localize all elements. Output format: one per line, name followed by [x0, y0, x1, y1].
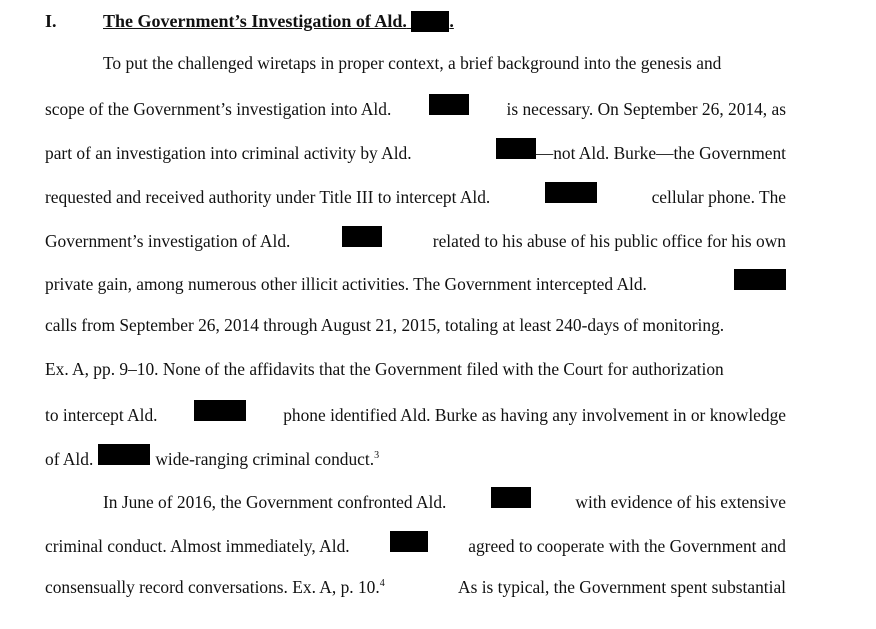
text-segment: —not Ald. Burke—the Government — [535, 143, 786, 163]
text-segment: with evidence of his extensive — [575, 492, 786, 512]
text-segment: In June of 2016, the Government confronted Ald. — [103, 492, 447, 512]
paragraph-1-line-5 — [45, 226, 786, 250]
text-segment: cellular phone. The — [651, 187, 786, 207]
paragraph-2-line-3 — [45, 575, 786, 599]
text-segment: is necessary. On September 26, 2014, as — [506, 99, 786, 119]
text-segment — [155, 447, 379, 471]
text-content: consensually record conversations. Ex. A, p. 10. — [45, 577, 380, 597]
redaction-group — [496, 138, 786, 165]
redaction-bar — [545, 182, 597, 203]
paragraph-2-line-2 — [45, 531, 786, 555]
redaction-bar — [342, 226, 382, 247]
text-segment: part of an investigation into criminal activity by Ald. — [45, 143, 412, 163]
text-segment — [45, 575, 385, 599]
footnote-ref[interactable]: 3 — [374, 450, 380, 461]
redaction-bar — [496, 138, 536, 159]
text-segment: calls from September 26, 2014 through August 21, 2015, totaling at least 240-days of monitoring. — [45, 315, 725, 335]
text-segment: to intercept Ald. — [45, 405, 158, 425]
text-segment: related to his abuse of his public office for his own — [432, 231, 786, 251]
redaction-bar — [411, 11, 449, 32]
text-segment: scope of the Government’s investigation into Ald. — [45, 99, 392, 119]
redaction-bar — [491, 487, 531, 508]
paragraph-1-line-2 — [45, 94, 786, 118]
paragraph-1-line-8 — [45, 357, 786, 381]
redaction-bar — [98, 444, 150, 465]
section-title-text: The Government’s Investigation of Ald. — [103, 11, 407, 31]
text-segment: agreed to cooperate with the Government and — [468, 536, 786, 556]
footnote-ref[interactable]: 4 — [379, 578, 385, 589]
text-segment: As is typical, the Government spent substantial — [458, 577, 786, 597]
paragraph-1-line-1 — [103, 51, 786, 75]
text-segment: phone identified Ald. Burke as having any involvement in or knowledge — [283, 405, 786, 425]
section-title — [103, 9, 454, 33]
paragraph-1-line-4 — [45, 182, 786, 206]
redaction-bar — [194, 400, 246, 421]
section-number: I. — [45, 11, 57, 31]
section-title-period: . — [449, 11, 454, 31]
text-segment: requested and received authority under Title III to intercept Ald. — [45, 187, 491, 207]
redaction-bar — [390, 531, 428, 552]
paragraph-2-line-1 — [103, 487, 786, 511]
text-segment: To put the challenged wiretaps in proper context, a brief background into the genesis and — [103, 53, 722, 73]
paragraph-1-line-10 — [45, 444, 786, 468]
text-segment: Government’s investigation of Ald. — [45, 231, 291, 251]
redaction-bar — [429, 94, 469, 115]
text-segment: of Ald. — [45, 449, 94, 469]
text-segment: Ex. A, pp. 9–10. None of the affidavits that the Government filed with the Court for authorization — [45, 359, 724, 379]
redaction-bar — [734, 269, 786, 290]
text-segment: criminal conduct. Almost immediately, Ald. — [45, 536, 350, 556]
paragraph-1-line-3 — [45, 138, 786, 162]
paragraph-1-line-6 — [45, 269, 786, 293]
text-content: wide-ranging criminal conduct. — [155, 449, 375, 469]
paragraph-1-line-9 — [45, 400, 786, 424]
paragraph-1-line-7 — [45, 313, 786, 337]
text-segment: private gain, among numerous other illicit activities. The Government intercepted Ald. — [45, 274, 647, 294]
